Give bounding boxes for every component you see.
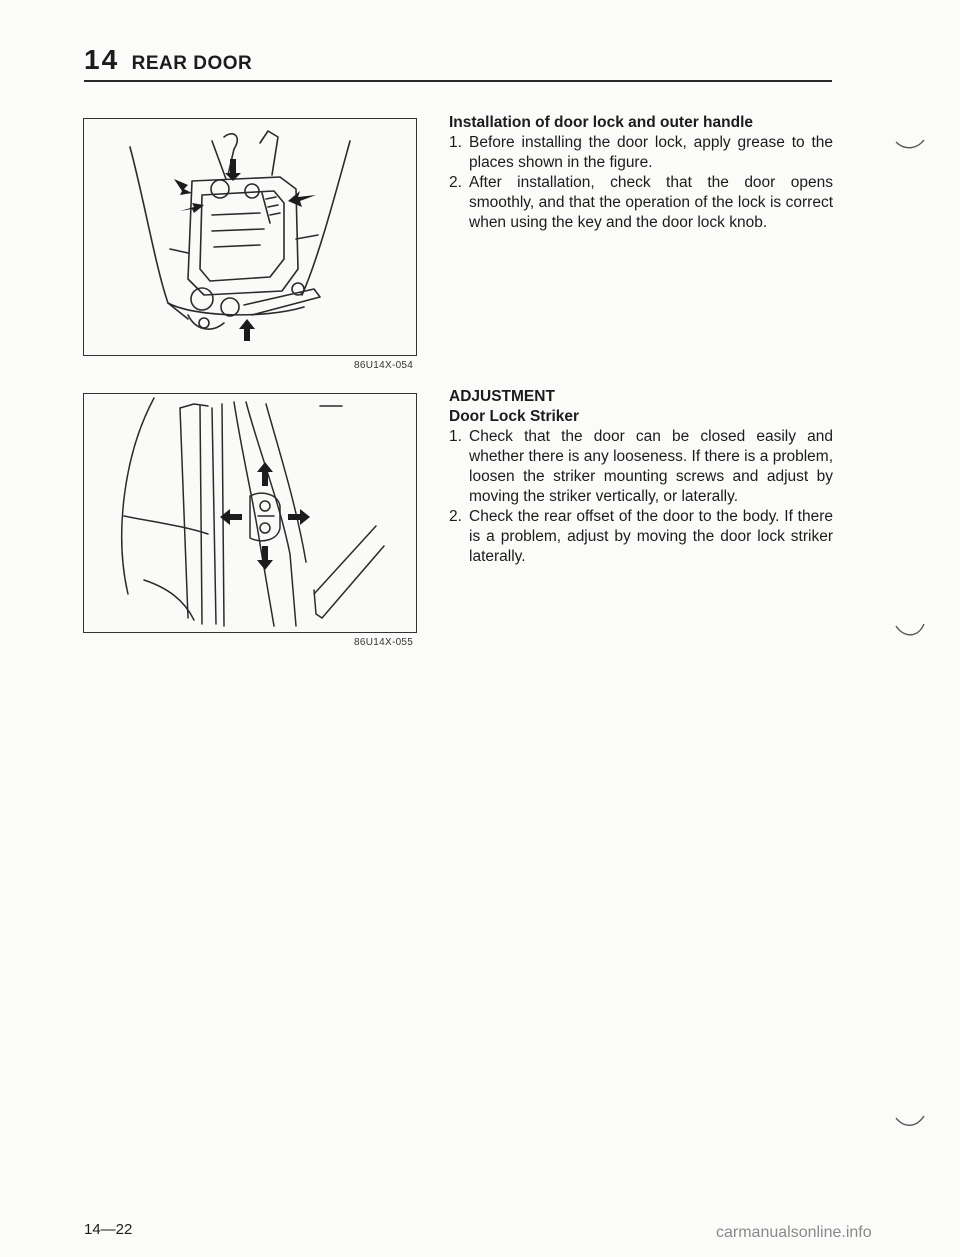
list-item — [449, 133, 833, 173]
list-item — [449, 427, 833, 507]
step-text: Check that the door can be closed easily and whether there is any looseness. If there is a problem, loosen the striker mounting screws and adjust by moving the striker vertically, or laterally. — [469, 428, 833, 505]
section-installation — [449, 113, 833, 233]
figure-code: 86U14X-054 — [354, 360, 414, 371]
step-number: 1. — [449, 428, 462, 445]
binder-mark — [892, 136, 928, 156]
page-number: 14—22 — [84, 1221, 133, 1238]
step-number: 1. — [449, 134, 462, 151]
step-number: 2. — [449, 174, 462, 191]
list-item — [449, 507, 833, 567]
header-divider — [84, 80, 832, 82]
section-title: Installation of door lock and outer handle — [449, 114, 753, 131]
step-list — [449, 427, 833, 567]
figure-code: 86U14X-055 — [354, 637, 414, 648]
section-subtitle: Door Lock Striker — [449, 408, 580, 425]
chapter-title: REAR DOOR — [131, 53, 253, 74]
step-text: Check the rear offset of the door to the body. If there is a problem, adjust by moving the door lock striker laterally. — [469, 508, 833, 565]
step-list — [449, 133, 833, 233]
figure-door-lock — [83, 118, 417, 356]
door-lock-illustration — [84, 119, 416, 355]
figure-door-striker — [83, 393, 417, 633]
watermark: carmanualsonline.info — [716, 1224, 872, 1241]
section-title: ADJUSTMENT — [449, 388, 555, 405]
door-striker-illustration — [84, 394, 416, 632]
step-text: Before installing the door lock, apply grease to the places shown in the figure. — [469, 134, 833, 171]
list-item — [449, 173, 833, 233]
page-header — [84, 44, 252, 76]
section-adjustment — [449, 387, 833, 567]
binder-mark — [892, 620, 928, 644]
chapter-number: 14 — [84, 44, 120, 75]
binder-mark — [892, 1112, 928, 1134]
step-number: 2. — [449, 508, 462, 525]
step-text: After installation, check that the door opens smoothly, and that the operation of the lock is correct when using the key and the door lock knob. — [469, 174, 833, 231]
